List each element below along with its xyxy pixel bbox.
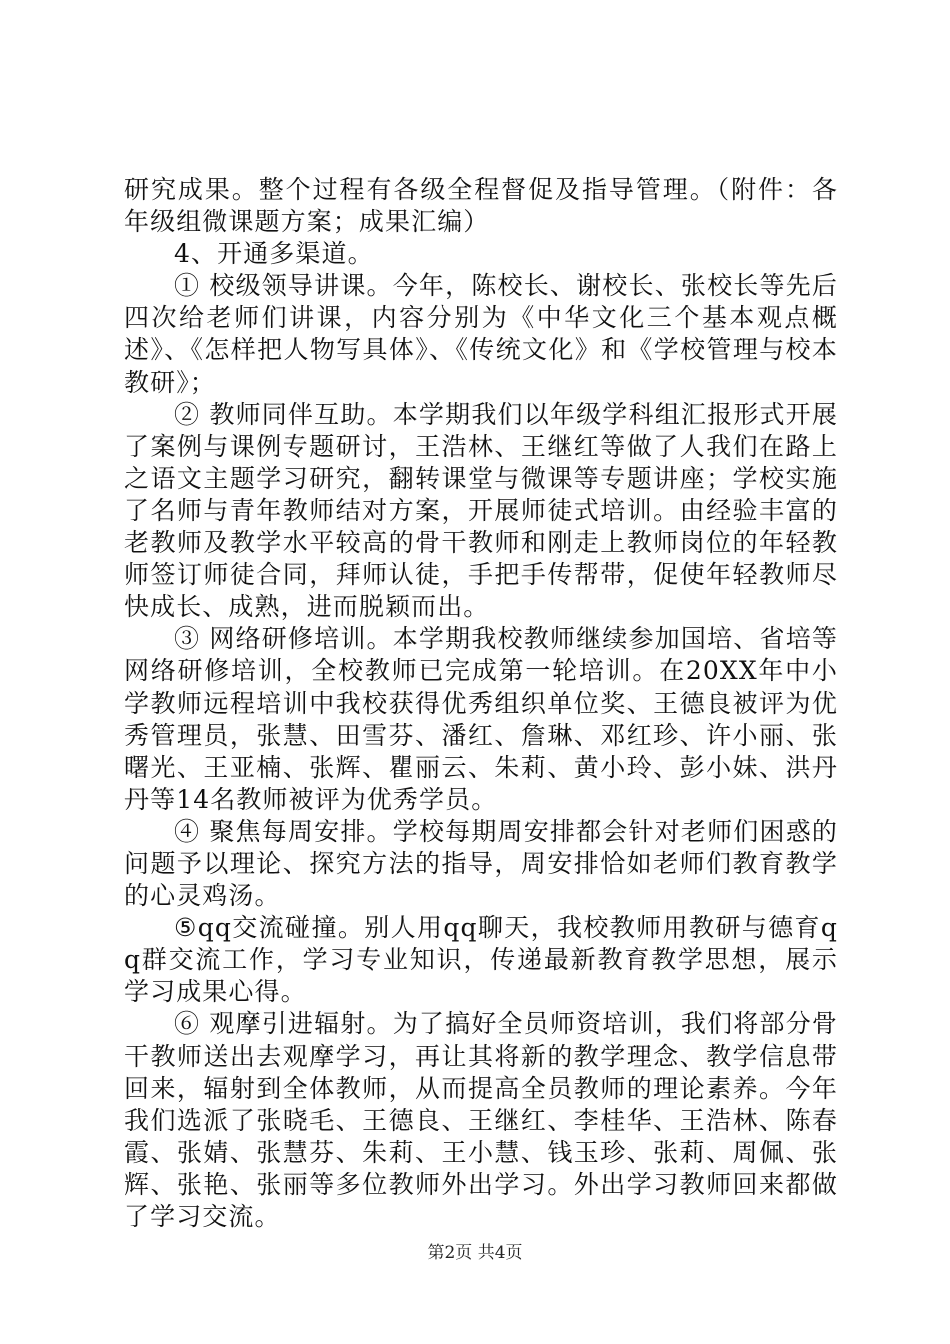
page-footer: 第2页 共4页 (427, 1243, 523, 1263)
list-item-qq-exchange: ⑤qq交流碰撞。别人用qq聊天，我校教师用教研与德育qq群交流工作，学习专业知识，传递最新教育教学思想，展示学习成果心得。 (124, 913, 838, 1007)
list-item-online-training: ③ 网络研修培训。本学期我校教师继续参加国培、省培等网络研修培训，全校教师已完成第一轮培训。在20XX年中小学教师远程培训中我校获得优秀组织单位奖、王德良被评为优秀管理员，张慧、田雪芬、潘红、詹琳、邓红珍、许小丽、张曙光、王亚楠、张辉、瞿丽云、朱莉、黄小玲、彭小妹、洪丹丹等14名教师被评为优秀学员。 (124, 624, 838, 814)
list-item-leader-lectures: ① 校级领导讲课。今年，陈校长、谢校长、张校长等先后四次给老师们讲课，内容分别为《中华文化三个基本观点概述》、《怎样把人物写具体》、《传统文化》和《学校管理与校本教研》； (124, 271, 838, 397)
section-heading: 4、开通多渠道。 (174, 239, 374, 269)
list-item-peer-mentoring: ② 教师同伴互助。本学期我们以年级学科组汇报形式开展了案例与课例专题研讨，王浩林、王继红等做了人我们在路上之语文主题学习研究，翻转课堂与微课等专题讲座；学校实施了名师与青年教师结对方案，开展师徒式培训。由经验丰富的老教师及教学水平较高的骨干教师和刚走上教师岗位的年轻教师签订师徒合同，拜师认徒，手把手传帮带，促使年轻教师尽快成长、成熟，进而脱颖而出。 (124, 399, 838, 622)
paragraph-continuation: 研究成果。整个过程有各级全程督促及指导管理。（附件：各年级组微课题方案；成果汇编） (124, 175, 838, 237)
list-item-observation: ⑥ 观摩引进辐射。为了搞好全员师资培训，我们将部分骨干教师送出去观摩学习，再让其将新的教学理念、教学信息带回来，辐射到全体教师，从而提高全员教师的理论素养。今年我们选派了张晓毛、王德良、王继红、李桂华、王浩林、陈春霞、张婧、张慧芬、朱莉、王小慧、钱玉珍、张莉、周佩、张辉、张艳、张丽等多位教师外出学习。外出学习教师回来都做了学习交流。 (124, 1009, 838, 1231)
list-item-weekly-schedule: ④ 聚焦每周安排。学校每期周安排都会针对老师们困惑的问题予以理论、探究方法的指导，周安排恰如老师们教育教学的心灵鸡汤。 (124, 816, 838, 911)
document-body (124, 174, 838, 1233)
